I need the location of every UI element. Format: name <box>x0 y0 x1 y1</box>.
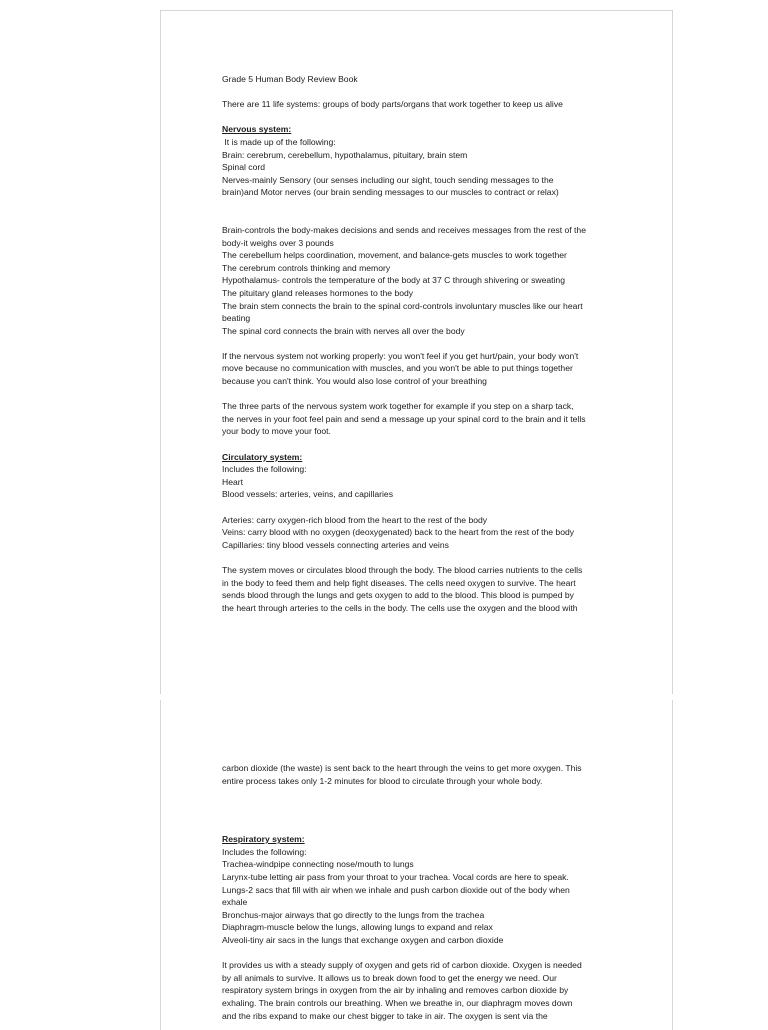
text-line: Blood vessels: arteries, veins, and capillaries <box>222 489 394 500</box>
text-line: Includes the following: <box>222 464 307 475</box>
text-line: and the ribs expand to make our chest bigger to take in air. The oxygen is sent via the <box>222 1010 548 1021</box>
text-line: because you can't think. You would also lose control of your breathing <box>222 376 487 387</box>
text-line: The system moves or circulates blood through the body. The blood carries nutrients to the cells <box>222 564 583 575</box>
text-line: If the nervous system not working properly: you won't feel if you get hurt/pain, your body won't <box>222 350 579 361</box>
text-line: Arteries: carry oxygen-rich blood from the heart to the rest of the body <box>222 514 488 525</box>
circulatory-system-heading: Circulatory system: <box>222 451 303 462</box>
text-line: Nerves-mainly Sensory (our senses including our sight, touch sending messages to the <box>222 174 554 185</box>
text-line: respiratory system brings in oxygen from the air by inhaling and removes carbon dioxide by <box>222 985 569 996</box>
page-2-content <box>222 762 614 1022</box>
text-line: Brain-controls the body-makes decisions and sends and receives messages from the rest of the <box>222 224 586 235</box>
text-line: It is made up of the following: <box>222 136 336 147</box>
text-line: entire process takes only 1-2 minutes for blood to circulate through your whole body. <box>222 775 543 786</box>
document-page-1 <box>160 10 673 694</box>
text-line: carbon dioxide (the waste) is sent back to the heart through the veins to get more oxygen. This <box>222 763 582 773</box>
text-line: in the body to feed them and help fight diseases. The cells need oxygen to survive. The heart <box>222 577 576 588</box>
text-line: beating <box>222 313 251 324</box>
text-line: sends blood through the lungs and gets oxygen to add to the blood. This blood is pumped by <box>222 590 574 601</box>
text-line: Veins: carry blood with no oxygen (deoxygenated) back to the heart from the rest of the body <box>222 527 575 538</box>
text-line: The pituitary gland releases hormones to the body <box>222 287 414 298</box>
text-line: It provides us with a steady supply of oxygen and gets rid of carbon dioxide. Oxygen is needed <box>222 960 582 971</box>
text-line: Spinal cord <box>222 162 265 173</box>
text-line: Capillaries: tiny blood vessels connecting arteries and veins <box>222 539 449 550</box>
text-line: Bronchus-major airways that go directly to the lungs from the trachea <box>222 909 485 920</box>
text-line: exhale <box>222 897 248 908</box>
nervous-system-heading: Nervous system: <box>222 124 292 135</box>
text-line: Trachea-windpipe connecting nose/mouth to lungs <box>222 859 414 870</box>
respiratory-system-heading: Respiratory system: <box>222 834 305 845</box>
intro-text: There are 11 life systems: groups of body parts/organs that work together to keep us alive <box>222 99 563 110</box>
text-line: Includes the following: <box>222 846 307 857</box>
text-line: body-it weighs over 3 pounds <box>222 237 334 248</box>
text-line: The brain stem connects the brain to the spinal cord-controls involuntary muscles like our heart <box>222 300 583 311</box>
text-line: The three parts of the nervous system work together for example if you step on a sharp tack, <box>222 401 574 412</box>
text-line: The cerebrum controls thinking and memory <box>222 262 391 273</box>
text-line: the nerves in your foot feel pain and send a message up your spinal cord to the brain and it tells <box>222 413 586 424</box>
text-line: Lungs-2 sacs that fill with air when we inhale and push carbon dioxide out of the body when <box>222 884 570 895</box>
text-line: Hypothalamus- controls the temperature of the body at 37 C through shivering or sweating <box>222 275 565 286</box>
text-line: Alveoli-tiny air sacs in the lungs that exchange oxygen and carbon dioxide <box>222 934 504 945</box>
document-page-2 <box>160 700 673 1030</box>
text-line: your body to move your foot. <box>222 426 331 437</box>
text-line: The spinal cord connects the brain with nerves all over the body <box>222 325 465 336</box>
text-line: The cerebellum helps coordination, movement, and balance-gets muscles to work together <box>222 250 567 261</box>
text-line: by all animals to survive. It allows us to break down food to get the energy we need. Our <box>222 972 557 983</box>
text-line: exhaling. The brain controls our breathing. When we breathe in, our diaphragm moves down <box>222 997 573 1008</box>
document-title: Grade 5 Human Body Review Book <box>222 74 358 84</box>
text-line: Diaphragm-muscle below the lungs, allowing lungs to expand and relax <box>222 922 493 933</box>
text-line: Heart <box>222 476 244 487</box>
page-1-content <box>222 73 614 614</box>
text-line: Brain: cerebrum, cerebellum, hypothalamus, pituitary, brain stem <box>222 149 468 160</box>
text-line: brain)and Motor nerves (our brain sending messages to our muscles to contract or relax) <box>222 187 559 198</box>
text-line: move because no communication with muscles, and you won't be able to put things together <box>222 363 573 374</box>
text-line: the heart through arteries to the cells in the body. The cells use the oxygen and the blood with <box>222 602 578 613</box>
text-line: Larynx-tube letting air pass from your throat to your trachea. Vocal cords are here to speak. <box>222 871 569 882</box>
